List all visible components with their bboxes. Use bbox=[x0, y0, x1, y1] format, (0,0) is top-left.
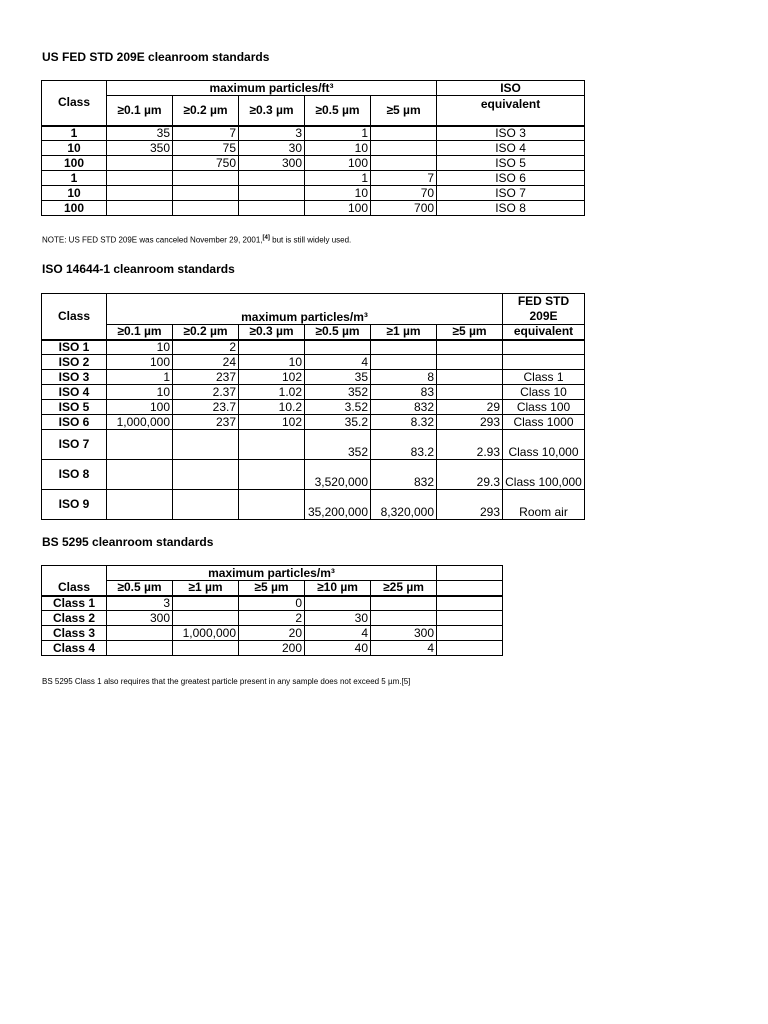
iso-value-cell: 4 bbox=[305, 355, 371, 370]
iso-value-cell: 83.2 bbox=[371, 430, 437, 460]
table-row bbox=[42, 460, 585, 490]
fed-size-header: ≥0.2 µm bbox=[173, 96, 239, 126]
bs-value-cell bbox=[371, 611, 437, 626]
iso-fed-cell: Room air bbox=[503, 490, 585, 520]
iso-value-cell: 3,520,000 bbox=[305, 460, 371, 490]
fed-value-cell: 75 bbox=[173, 141, 239, 156]
iso-value-cell bbox=[173, 460, 239, 490]
iso-value-cell: 1,000,000 bbox=[107, 415, 173, 430]
iso-value-cell: 832 bbox=[371, 400, 437, 415]
table-row bbox=[42, 340, 585, 355]
fed-value-cell bbox=[239, 171, 305, 186]
iso-value-cell: 102 bbox=[239, 370, 305, 385]
iso-class-cell: ISO 5 bbox=[42, 400, 107, 415]
fed-iso-cell: ISO 8 bbox=[437, 201, 585, 216]
iso-size-header: ≥0.2 µm bbox=[173, 325, 239, 340]
fed-value-cell bbox=[239, 201, 305, 216]
iso-size-header: ≥0.3 µm bbox=[239, 325, 305, 340]
fed-size-header: ≥0.1 µm bbox=[107, 96, 173, 126]
iso-value-cell: 29.3 bbox=[437, 460, 503, 490]
iso-value-cell bbox=[173, 490, 239, 520]
iso-value-cell: 3.52 bbox=[305, 400, 371, 415]
table-row bbox=[42, 370, 585, 385]
iso-value-cell bbox=[239, 430, 305, 460]
iso-value-cell: 237 bbox=[173, 415, 239, 430]
iso-value-cell bbox=[239, 490, 305, 520]
iso-value-cell: 10 bbox=[107, 385, 173, 400]
fed-value-cell: 30 bbox=[239, 141, 305, 156]
fed-iso-cell: ISO 6 bbox=[437, 171, 585, 186]
table-row bbox=[42, 385, 585, 400]
iso-value-cell: 24 bbox=[173, 355, 239, 370]
bs-value-cell bbox=[107, 641, 173, 656]
bs-value-cell bbox=[437, 641, 503, 656]
fed-note-text: NOTE: US FED STD 209E was canceled November 29, 2001, bbox=[42, 235, 263, 245]
bs-value-cell: 20 bbox=[239, 626, 305, 641]
iso-value-cell: 10 bbox=[239, 355, 305, 370]
bs-empty-header bbox=[437, 566, 503, 581]
iso-size-header: ≥0.5 µm bbox=[305, 325, 371, 340]
bs-class-header: Class bbox=[42, 581, 107, 596]
table-row bbox=[42, 186, 585, 201]
fed-value-cell: 750 bbox=[173, 156, 239, 171]
table-row bbox=[42, 430, 585, 460]
bs-value-cell: 200 bbox=[239, 641, 305, 656]
fed-value-cell: 7 bbox=[371, 171, 437, 186]
table-row bbox=[42, 490, 585, 520]
fed-value-cell: 350 bbox=[107, 141, 173, 156]
iso-class-cell: ISO 7 bbox=[42, 430, 107, 460]
iso-fed-cell: Class 10,000 bbox=[503, 430, 585, 460]
iso-fed-cell bbox=[503, 355, 585, 370]
iso-value-cell bbox=[107, 490, 173, 520]
fed-class-cell: 10 bbox=[42, 141, 107, 156]
fed-size-header: ≥0.3 µm bbox=[239, 96, 305, 126]
fed-value-cell: 1 bbox=[305, 126, 371, 141]
iso-class-cell: ISO 2 bbox=[42, 355, 107, 370]
fed-value-cell: 10 bbox=[305, 186, 371, 201]
fed-value-cell: 70 bbox=[371, 186, 437, 201]
bs-size-header: ≥10 µm bbox=[305, 581, 371, 596]
fed-value-cell bbox=[107, 171, 173, 186]
iso-class-cell: ISO 3 bbox=[42, 370, 107, 385]
iso-value-cell: 293 bbox=[437, 415, 503, 430]
iso-value-cell: 352 bbox=[305, 385, 371, 400]
bs-value-cell bbox=[305, 596, 371, 611]
bs-table bbox=[41, 565, 503, 656]
iso-fed-cell: Class 100 bbox=[503, 400, 585, 415]
fed-note-tail: but is still widely used. bbox=[269, 235, 352, 245]
iso-value-cell: 832 bbox=[371, 460, 437, 490]
iso-size-header: ≥1 µm bbox=[371, 325, 437, 340]
fed-value-cell: 10 bbox=[305, 141, 371, 156]
iso-value-cell bbox=[371, 340, 437, 355]
iso-fed-cell: Class 100,000 bbox=[503, 460, 585, 490]
fed-class-cell: 1 bbox=[42, 171, 107, 186]
bs-value-cell bbox=[173, 611, 239, 626]
bs-class-cell: Class 1 bbox=[42, 596, 107, 611]
bs-value-cell: 2 bbox=[239, 611, 305, 626]
table-row bbox=[42, 126, 585, 141]
bs-value-cell bbox=[173, 641, 239, 656]
iso-value-cell bbox=[305, 340, 371, 355]
fed-iso-cell: ISO 4 bbox=[437, 141, 585, 156]
iso-value-cell: 1 bbox=[107, 370, 173, 385]
iso-value-cell: 100 bbox=[107, 355, 173, 370]
iso-value-cell bbox=[371, 355, 437, 370]
bs-size-header: ≥25 µm bbox=[371, 581, 437, 596]
iso-value-cell bbox=[107, 430, 173, 460]
fed-iso-subheader: equivalent bbox=[437, 96, 585, 126]
fed-value-cell: 1 bbox=[305, 171, 371, 186]
iso-class-cell: ISO 6 bbox=[42, 415, 107, 430]
iso-value-cell bbox=[107, 460, 173, 490]
fed-class-header: Class bbox=[42, 81, 107, 126]
bs-group-header: maximum particles/m³ bbox=[107, 566, 437, 581]
fed-value-cell: 7 bbox=[173, 126, 239, 141]
iso-fed-cell: Class 1 bbox=[503, 370, 585, 385]
iso-value-cell: 8,320,000 bbox=[371, 490, 437, 520]
bs-value-cell bbox=[437, 626, 503, 641]
fed-iso-cell: ISO 5 bbox=[437, 156, 585, 171]
fed-value-cell bbox=[371, 156, 437, 171]
fed-value-cell bbox=[173, 186, 239, 201]
bs-note: BS 5295 Class 1 also requires that the greatest particle present in any sample does not exceed 5 µm.[5] bbox=[42, 677, 411, 686]
bs-size-header: ≥1 µm bbox=[173, 581, 239, 596]
iso-value-cell: 35 bbox=[305, 370, 371, 385]
iso-value-cell bbox=[437, 355, 503, 370]
iso-value-cell bbox=[239, 460, 305, 490]
table-row bbox=[42, 156, 585, 171]
bs-title: BS 5295 cleanroom standards bbox=[42, 535, 214, 549]
table-row bbox=[42, 641, 503, 656]
fed-value-cell: 100 bbox=[305, 156, 371, 171]
iso-value-cell: 352 bbox=[305, 430, 371, 460]
table-row bbox=[42, 355, 585, 370]
iso-value-cell: 2.93 bbox=[437, 430, 503, 460]
iso-fed-subheader: equivalent bbox=[503, 325, 585, 340]
fed-class-cell: 1 bbox=[42, 126, 107, 141]
bs-value-cell bbox=[173, 596, 239, 611]
bs-value-cell: 300 bbox=[107, 611, 173, 626]
bs-value-cell bbox=[371, 596, 437, 611]
iso-value-cell bbox=[437, 340, 503, 355]
iso-value-cell: 35.2 bbox=[305, 415, 371, 430]
iso-value-cell: 10.2 bbox=[239, 400, 305, 415]
table-row bbox=[42, 626, 503, 641]
iso-value-cell bbox=[437, 385, 503, 400]
iso-value-cell: 237 bbox=[173, 370, 239, 385]
fed-value-cell: 300 bbox=[239, 156, 305, 171]
iso-value-cell: 29 bbox=[437, 400, 503, 415]
fed-table bbox=[41, 80, 585, 216]
iso-value-cell: 83 bbox=[371, 385, 437, 400]
fed-value-cell bbox=[173, 171, 239, 186]
bs-value-cell: 30 bbox=[305, 611, 371, 626]
table-row bbox=[42, 415, 585, 430]
iso-fed-cell bbox=[503, 340, 585, 355]
fed-value-cell: 700 bbox=[371, 201, 437, 216]
iso-value-cell: 100 bbox=[107, 400, 173, 415]
iso-class-cell: ISO 4 bbox=[42, 385, 107, 400]
bs-value-cell: 4 bbox=[371, 641, 437, 656]
fed-value-cell bbox=[107, 186, 173, 201]
iso-class-cell: ISO 8 bbox=[42, 460, 107, 490]
bs-value-cell: 0 bbox=[239, 596, 305, 611]
fed-group-header: maximum particles/ft³ bbox=[107, 81, 437, 96]
bs-value-cell: 4 bbox=[305, 626, 371, 641]
iso-size-header: ≥5 µm bbox=[437, 325, 503, 340]
fed-iso-cell: ISO 7 bbox=[437, 186, 585, 201]
iso-fed-cell: Class 10 bbox=[503, 385, 585, 400]
bs-corner-cell bbox=[42, 566, 107, 581]
iso-value-cell: 8.32 bbox=[371, 415, 437, 430]
iso-value-cell: 8 bbox=[371, 370, 437, 385]
bs-class-cell: Class 3 bbox=[42, 626, 107, 641]
fed-size-header: ≥0.5 µm bbox=[305, 96, 371, 126]
fed-value-cell: 3 bbox=[239, 126, 305, 141]
fed-value-cell bbox=[107, 201, 173, 216]
iso-value-cell: 35,200,000 bbox=[305, 490, 371, 520]
bs-size-header: ≥5 µm bbox=[239, 581, 305, 596]
iso-value-cell bbox=[239, 340, 305, 355]
fed-size-header: ≥5 µm bbox=[371, 96, 437, 126]
iso-value-cell bbox=[437, 370, 503, 385]
fed-value-cell bbox=[371, 126, 437, 141]
bs-class-cell: Class 2 bbox=[42, 611, 107, 626]
iso-value-cell: 23.7 bbox=[173, 400, 239, 415]
fed-value-cell bbox=[239, 186, 305, 201]
bs-value-cell bbox=[437, 596, 503, 611]
iso-value-cell: 2.37 bbox=[173, 385, 239, 400]
iso-value-cell: 10 bbox=[107, 340, 173, 355]
fed-value-cell: 100 bbox=[305, 201, 371, 216]
bs-value-cell: 1,000,000 bbox=[173, 626, 239, 641]
table-row bbox=[42, 400, 585, 415]
bs-value-cell: 3 bbox=[107, 596, 173, 611]
iso-class-cell: ISO 9 bbox=[42, 490, 107, 520]
iso-value-cell: 293 bbox=[437, 490, 503, 520]
fed-value-cell bbox=[371, 141, 437, 156]
fed-value-cell bbox=[173, 201, 239, 216]
fed-value-cell: 35 bbox=[107, 126, 173, 141]
table-row bbox=[42, 171, 585, 186]
fed-iso-cell: ISO 3 bbox=[437, 126, 585, 141]
fed-class-cell: 100 bbox=[42, 201, 107, 216]
bs-size-header bbox=[437, 581, 503, 596]
bs-value-cell bbox=[437, 611, 503, 626]
bs-value-cell: 40 bbox=[305, 641, 371, 656]
iso-fed-cell: Class 1000 bbox=[503, 415, 585, 430]
iso-value-cell bbox=[173, 430, 239, 460]
iso-table bbox=[41, 293, 585, 520]
iso-value-cell: 2 bbox=[173, 340, 239, 355]
bs-value-cell: 300 bbox=[371, 626, 437, 641]
iso-value-cell: 102 bbox=[239, 415, 305, 430]
bs-size-header: ≥0.5 µm bbox=[107, 581, 173, 596]
fed-value-cell bbox=[107, 156, 173, 171]
fed-note-ref[interactable]: [4] bbox=[262, 235, 270, 241]
fed-class-cell: 100 bbox=[42, 156, 107, 171]
table-row bbox=[42, 141, 585, 156]
fed-title: US FED STD 209E cleanroom standards bbox=[42, 50, 270, 64]
iso-value-cell: 1.02 bbox=[239, 385, 305, 400]
fed-iso-header: ISO bbox=[437, 81, 585, 96]
table-row bbox=[42, 201, 585, 216]
iso-class-header: Class bbox=[42, 294, 107, 340]
table-row bbox=[42, 611, 503, 626]
iso-group-header: maximum particles/m³ bbox=[107, 294, 503, 325]
iso-fed-header: FED STD 209E bbox=[503, 294, 585, 325]
bs-value-cell bbox=[107, 626, 173, 641]
table-row bbox=[42, 596, 503, 611]
bs-class-cell: Class 4 bbox=[42, 641, 107, 656]
iso-size-header: ≥0.1 µm bbox=[107, 325, 173, 340]
iso-class-cell: ISO 1 bbox=[42, 340, 107, 355]
iso-title: ISO 14644-1 cleanroom standards bbox=[42, 262, 235, 276]
fed-note bbox=[42, 235, 351, 245]
fed-class-cell: 10 bbox=[42, 186, 107, 201]
